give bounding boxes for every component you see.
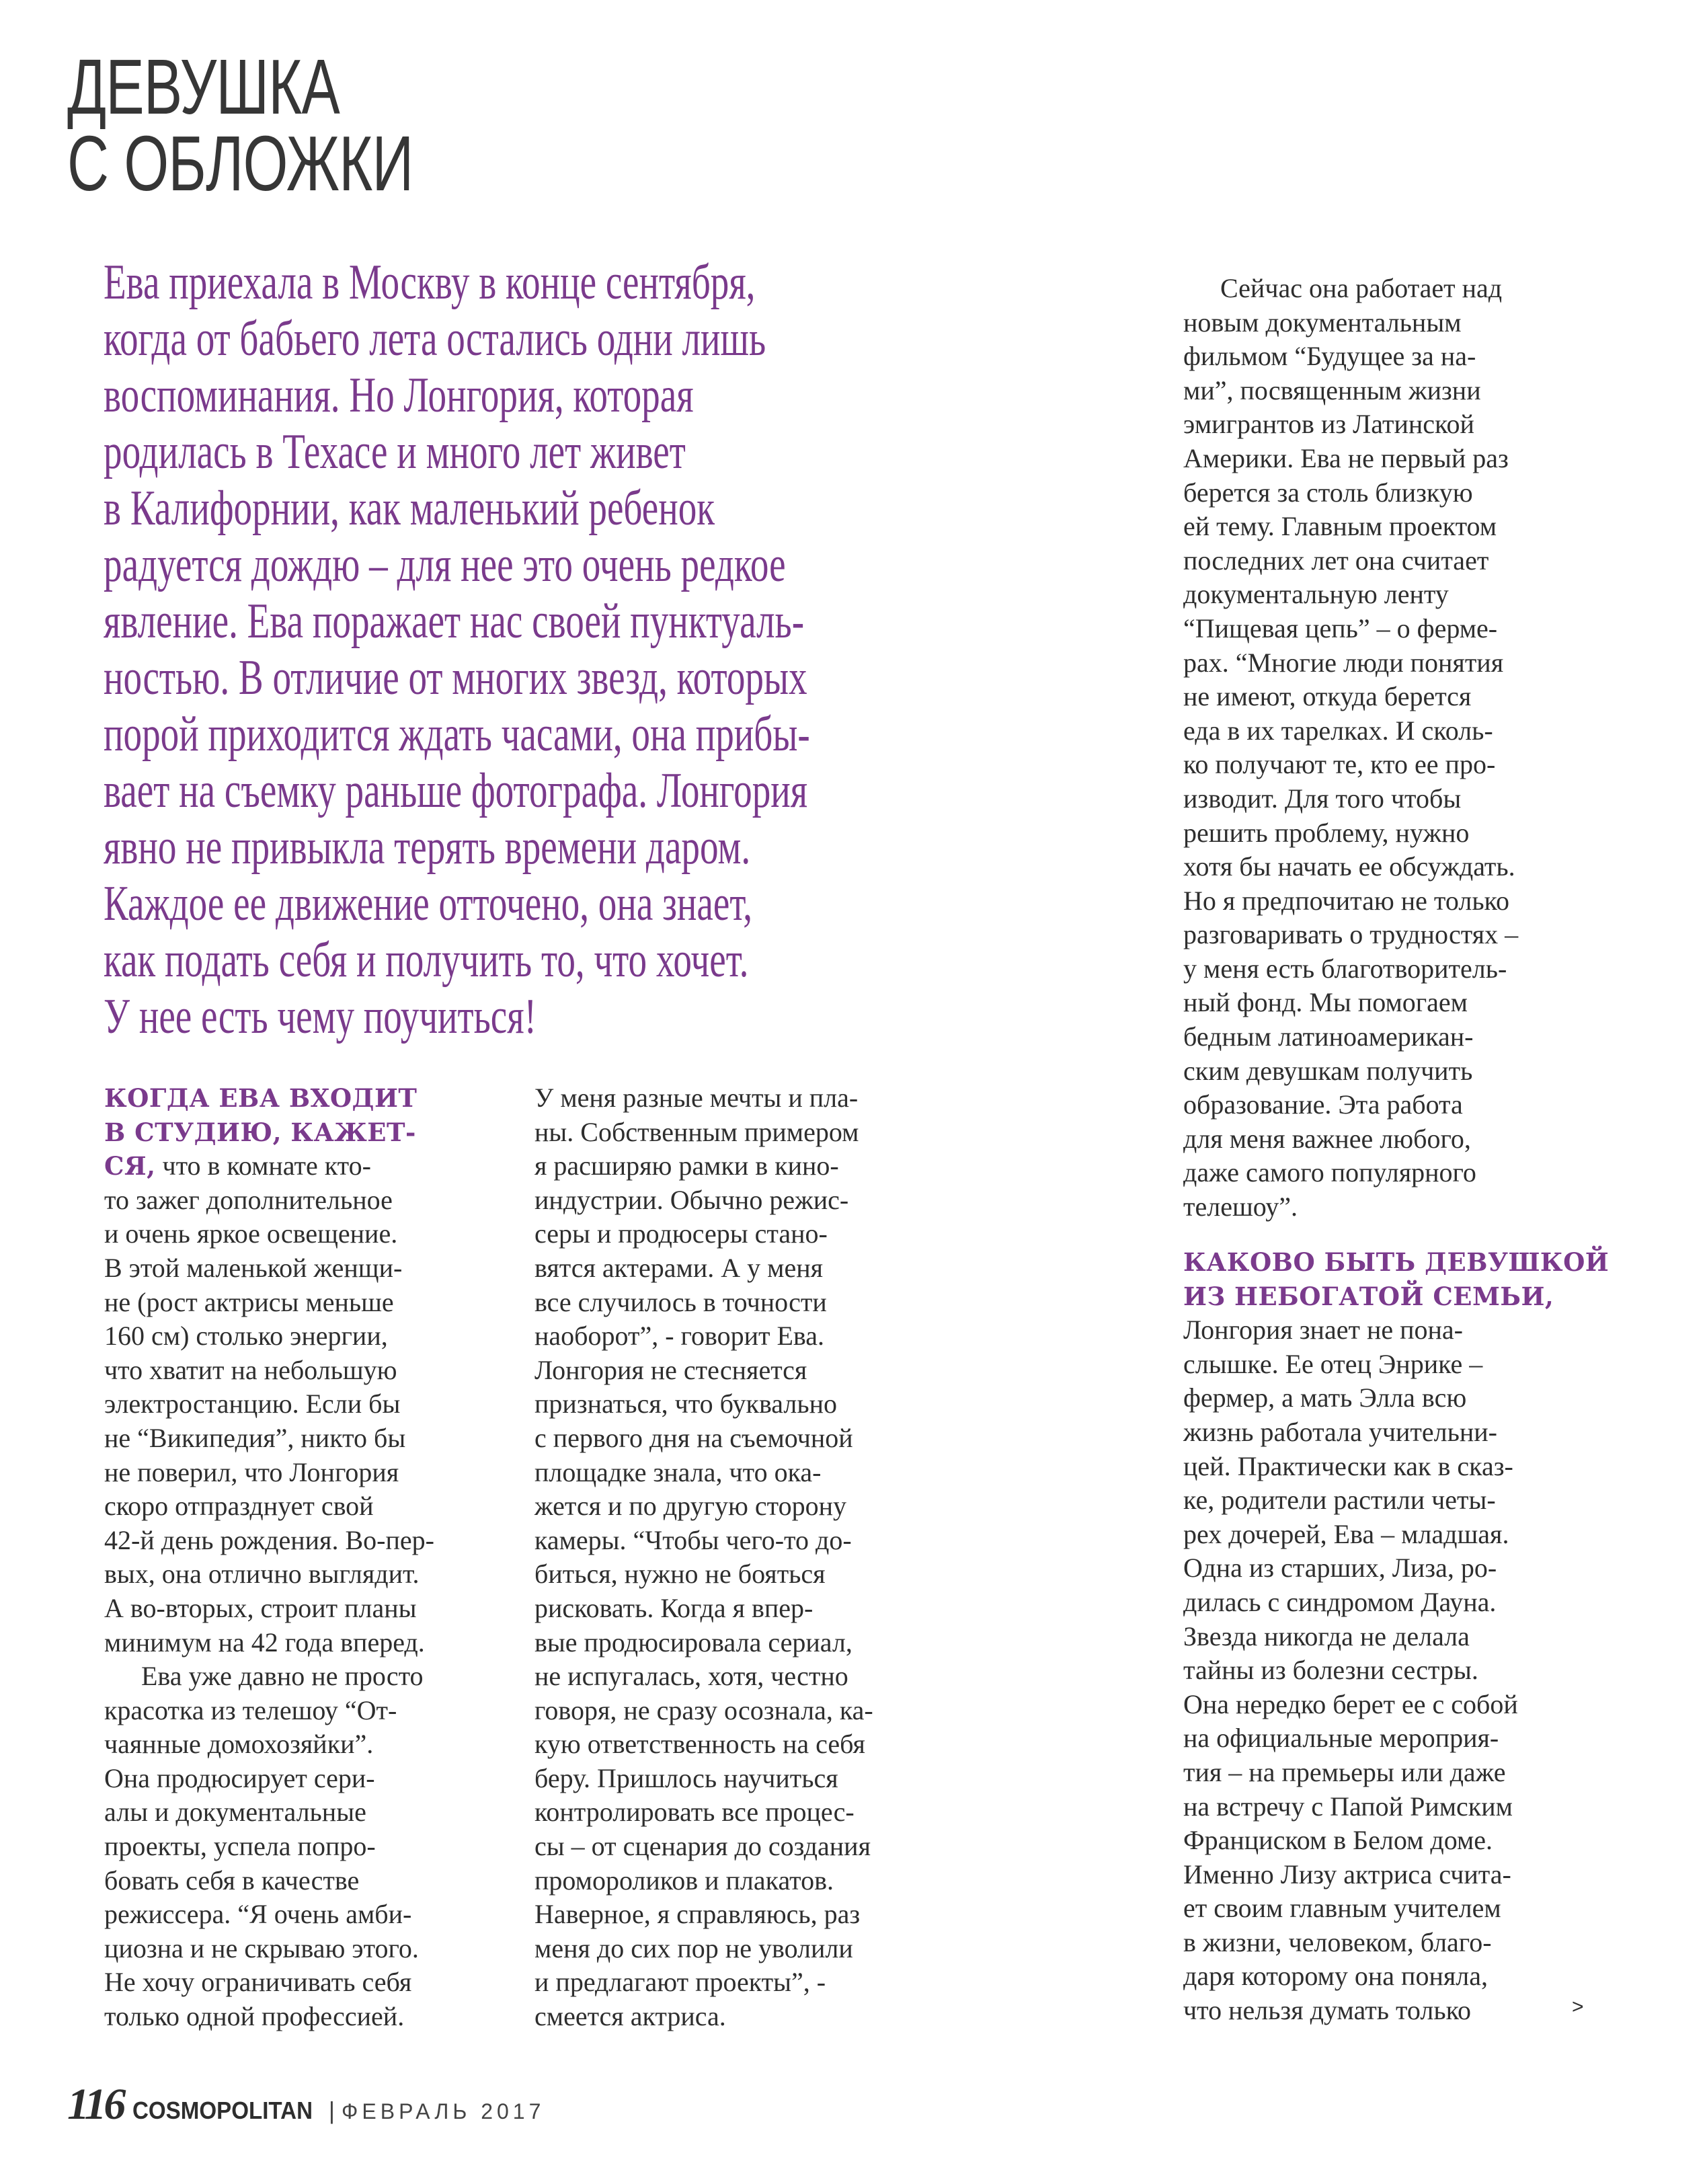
body-line: “Пищевая цепь” – о ферме- — [1183, 613, 1498, 644]
page-title-line: С ОБЛОЖКИ — [67, 120, 413, 207]
lead-line: воспоминания. Но Лонгория, которая — [104, 368, 694, 423]
lead-line: ностью. В отличие от многих звезд, которых — [104, 650, 807, 705]
body-line: Она продюсирует сери- — [104, 1762, 375, 1793]
body-line: и очень яркое освещение. — [104, 1218, 398, 1249]
body-line: сы – от сценария до создания — [534, 1831, 871, 1862]
lead-line: родилась в Техасе и много лет живет — [104, 424, 686, 479]
body-line: Не хочу ограничивать себя — [104, 1967, 412, 1998]
article-column-2 — [534, 1081, 873, 2034]
lead-line: Ева приехала в Москву в конце сентября, — [104, 255, 756, 310]
body-line: вые продюсировала сериал, — [534, 1627, 852, 1658]
lead-line: Каждое ее движение отточено, она знает, — [104, 876, 753, 931]
lead-paragraph — [104, 254, 1156, 1045]
article-column-3 — [1183, 272, 1518, 1224]
body-line: то зажег дополнительное — [104, 1184, 393, 1215]
body-line: телешоу”. — [1183, 1192, 1298, 1222]
body-line: А во-вторых, строит планы — [104, 1592, 417, 1623]
lead-line: У нее есть чему поучиться! — [104, 989, 537, 1044]
body-line: камеры. “Чтобы чего-то до- — [534, 1524, 852, 1555]
body-line — [104, 1149, 434, 1183]
body-line: Франциском в Белом доме. — [1183, 1825, 1493, 1856]
body-line: даря которому она поняла, — [1183, 1961, 1488, 1992]
body-line: дилась с синдромом Дауна. — [1183, 1586, 1497, 1617]
body-line: ны. Собственным примером — [534, 1116, 859, 1147]
body-line: ми”, посвященным жизни — [1183, 375, 1481, 405]
body-line: биться, нужно не бояться — [534, 1559, 826, 1590]
body-line: хотя бы начать ее обсуждать. — [1183, 851, 1515, 882]
body-line: смеется актриса. — [534, 2001, 726, 2032]
body-line: Лонгория знает не пона- — [1183, 1315, 1463, 1346]
body-line: только одной профессией. — [104, 2001, 405, 2032]
body-line: У меня разные мечты и пла- — [534, 1083, 859, 1113]
body-line: последних лет она считает — [1183, 545, 1489, 576]
body-line: Лонгория не стесняется — [534, 1354, 807, 1385]
body-line: ским девушкам получить — [1183, 1055, 1473, 1086]
body-line: решить проблему, нужно — [1183, 817, 1470, 848]
body-line: жизнь работала учительни- — [1183, 1416, 1497, 1447]
body-line: меня до сих пор не уволили — [534, 1933, 853, 1963]
lead-line: порой приходится ждать часами, она прибы- — [104, 707, 810, 762]
section-kicker: КАКОВО БЫТЬ ДЕВУШКОЙ — [1183, 1247, 1610, 1277]
kicker-tail: что в комнате кто- — [155, 1150, 371, 1181]
body-line: красотка из телешоу “От- — [104, 1694, 397, 1725]
continue-arrow-icon: > — [1572, 1996, 1584, 2018]
body-line: даже самого популярного — [1183, 1157, 1476, 1188]
section-kicker: КОГДА ЕВА ВХОДИТ — [104, 1083, 418, 1113]
body-line: проекты, успела попро- — [104, 1831, 376, 1862]
body-line: изводит. Для того чтобы — [1183, 783, 1462, 814]
body-line: для меня важнее любого, — [1183, 1123, 1471, 1154]
body-line: бовать себя в качестве — [104, 1865, 360, 1896]
footer-separator: | — [328, 2097, 335, 2124]
body-line: бедным латиноамерикан- — [1183, 1021, 1474, 1052]
body-line: Одна из старших, Лиза, ро- — [1183, 1553, 1497, 1584]
body-line: 160 см) столько энергии, — [104, 1321, 388, 1352]
lead-line: вает на съемку раньше фотографа. Лонгория — [104, 763, 808, 818]
body-line: Ева уже давно не просто — [141, 1661, 424, 1692]
body-line: электростанцию. Если бы — [104, 1389, 401, 1419]
lead-line: как подать себя и получить то, что хочет. — [104, 933, 749, 988]
body-line: Звезда никогда не делала — [1183, 1621, 1470, 1651]
body-line: рисковать. Когда я впер- — [534, 1592, 813, 1623]
body-line: тайны из болезни сестры. — [1183, 1655, 1478, 1686]
body-line: ет своим главным учителем — [1183, 1893, 1501, 1924]
body-line: 42-й день рождения. Во-пер- — [104, 1524, 434, 1555]
body-line: и предлагают проекты”, - — [534, 1967, 826, 1998]
body-line: площадке знала, что ока- — [534, 1456, 822, 1487]
body-line: не поверил, что Лонгория — [104, 1456, 399, 1487]
body-line: тия – на премьеры или даже — [1183, 1756, 1506, 1787]
body-line: промороликов и плакатов. — [534, 1865, 834, 1896]
body-line: рех дочерей, Ева – младшая. — [1183, 1518, 1509, 1549]
body-line: серы и продюсеры стано- — [534, 1218, 828, 1249]
body-line: рах. “Многие люди понятия — [1183, 647, 1504, 678]
body-line: Наверное, я справляюсь, раз — [534, 1899, 861, 1930]
body-line: ный фонд. Мы помогаем — [1183, 987, 1468, 1018]
body-line: Она нередко берет ее с собой — [1183, 1688, 1518, 1719]
body-line: Сейчас она работает над — [1220, 273, 1503, 303]
body-line: я расширяю рамки в кино- — [534, 1150, 839, 1181]
page-title — [67, 43, 413, 207]
body-line: кую ответственность на себя — [534, 1729, 865, 1760]
body-line: не испугалась, хотя, честно — [534, 1661, 848, 1692]
body-line: эмигрантов из Латинской — [1183, 409, 1474, 440]
body-line: вятся актерами. А у меня — [534, 1252, 824, 1283]
body-line: алы и документальные — [104, 1797, 366, 1828]
body-line: у меня есть благотворитель- — [1183, 953, 1507, 984]
issue-date: ФЕВРАЛЬ 2017 — [342, 2099, 545, 2123]
body-line: ей тему. Главным проектом — [1183, 511, 1497, 542]
body-line: Но я предпочитаю не только — [1183, 885, 1509, 916]
body-line: еда в их тарелках. И сколь- — [1183, 715, 1493, 746]
body-line: новым документальным — [1183, 307, 1462, 338]
body-line: В этой маленькой женщи- — [104, 1252, 403, 1283]
section-kicker: В СТУДИЮ, КАЖЕТ- — [104, 1117, 416, 1147]
article-column-3-section — [1183, 1245, 1609, 2028]
lead-line: явно не привыкла терять времени даром. — [104, 820, 751, 875]
body-line: чаянные домохозяйки”. — [104, 1729, 374, 1760]
page-footer — [67, 2079, 545, 2130]
body-line: Америки. Ева не первый раз — [1183, 442, 1509, 473]
lead-line: радуется дождю – для нее это очень редкое — [104, 537, 786, 592]
body-line: не “Википедия”, никто бы — [104, 1422, 406, 1453]
body-line: в жизни, человеком, благо- — [1183, 1926, 1492, 1957]
body-line: признаться, что буквально — [534, 1389, 838, 1419]
body-line: фермер, а мать Элла всю — [1183, 1382, 1467, 1413]
lead-line: в Калифорнии, как маленький ребенок — [104, 481, 715, 536]
body-line: разговаривать о трудностях – — [1183, 919, 1519, 950]
section-kicker: ИЗ НЕБОГАТОЙ СЕМЬИ, — [1183, 1281, 1554, 1311]
body-line: жется и по другую сторону — [534, 1491, 847, 1522]
body-line: что нельзя думать только — [1183, 1995, 1471, 2026]
body-line: циозна и не скрываю этого. — [104, 1933, 419, 1963]
body-line: не имеют, откуда берется — [1183, 681, 1472, 712]
body-line: наоборот”, - говорит Ева. — [534, 1321, 824, 1352]
body-line: говоря, не сразу осознала, ка- — [534, 1694, 873, 1725]
lead-line: явление. Ева поражает нас своей пунктуаль- — [104, 594, 805, 649]
body-line: ко получают те, кто ее про- — [1183, 749, 1496, 780]
body-line: Именно Лизу актриса счита- — [1183, 1859, 1511, 1889]
body-line: что хватит на небольшую — [104, 1354, 397, 1385]
body-line: на встречу с Папой Римским — [1183, 1791, 1513, 1822]
body-line: слышке. Ее отец Энрике – — [1183, 1348, 1483, 1379]
body-line: ке, родители растили четы- — [1183, 1485, 1496, 1516]
body-line: контролировать все процес- — [534, 1797, 855, 1828]
body-line: не (рост актрисы меньше — [104, 1286, 394, 1317]
article-column-1 — [104, 1081, 434, 2034]
page-title-line: ДЕВУШКА — [67, 43, 340, 130]
body-line: берется за столь близкую — [1183, 477, 1473, 508]
body-line: минимум на 42 года вперед. — [104, 1627, 425, 1658]
body-line: режиссера. “Я очень амби- — [104, 1899, 412, 1930]
body-line: скоро отпразднует свой — [104, 1491, 374, 1522]
body-line: документальную ленту — [1183, 579, 1449, 610]
magazine-name: COSMOPOLITAN — [132, 2097, 313, 2124]
lead-line: когда от бабьего лета остались одни лишь — [104, 311, 766, 366]
body-line: образование. Эта работа — [1183, 1089, 1463, 1120]
body-line: беру. Пришлось научиться — [534, 1762, 838, 1793]
body-line: индустрии. Обычно режис- — [534, 1184, 849, 1215]
body-line: вых, она отлично выглядит. — [104, 1559, 420, 1590]
body-line: на официальные мероприя- — [1183, 1723, 1499, 1754]
body-line: цей. Практически как в сказ- — [1183, 1450, 1513, 1481]
body-line: все случилось в точности — [534, 1286, 827, 1317]
page-number: 116 — [67, 2080, 124, 2129]
body-line: фильмом “Будущее за на- — [1183, 341, 1476, 372]
body-line: с первого дня на съемочной — [534, 1422, 853, 1453]
section-kicker: СЯ, — [104, 1151, 156, 1181]
